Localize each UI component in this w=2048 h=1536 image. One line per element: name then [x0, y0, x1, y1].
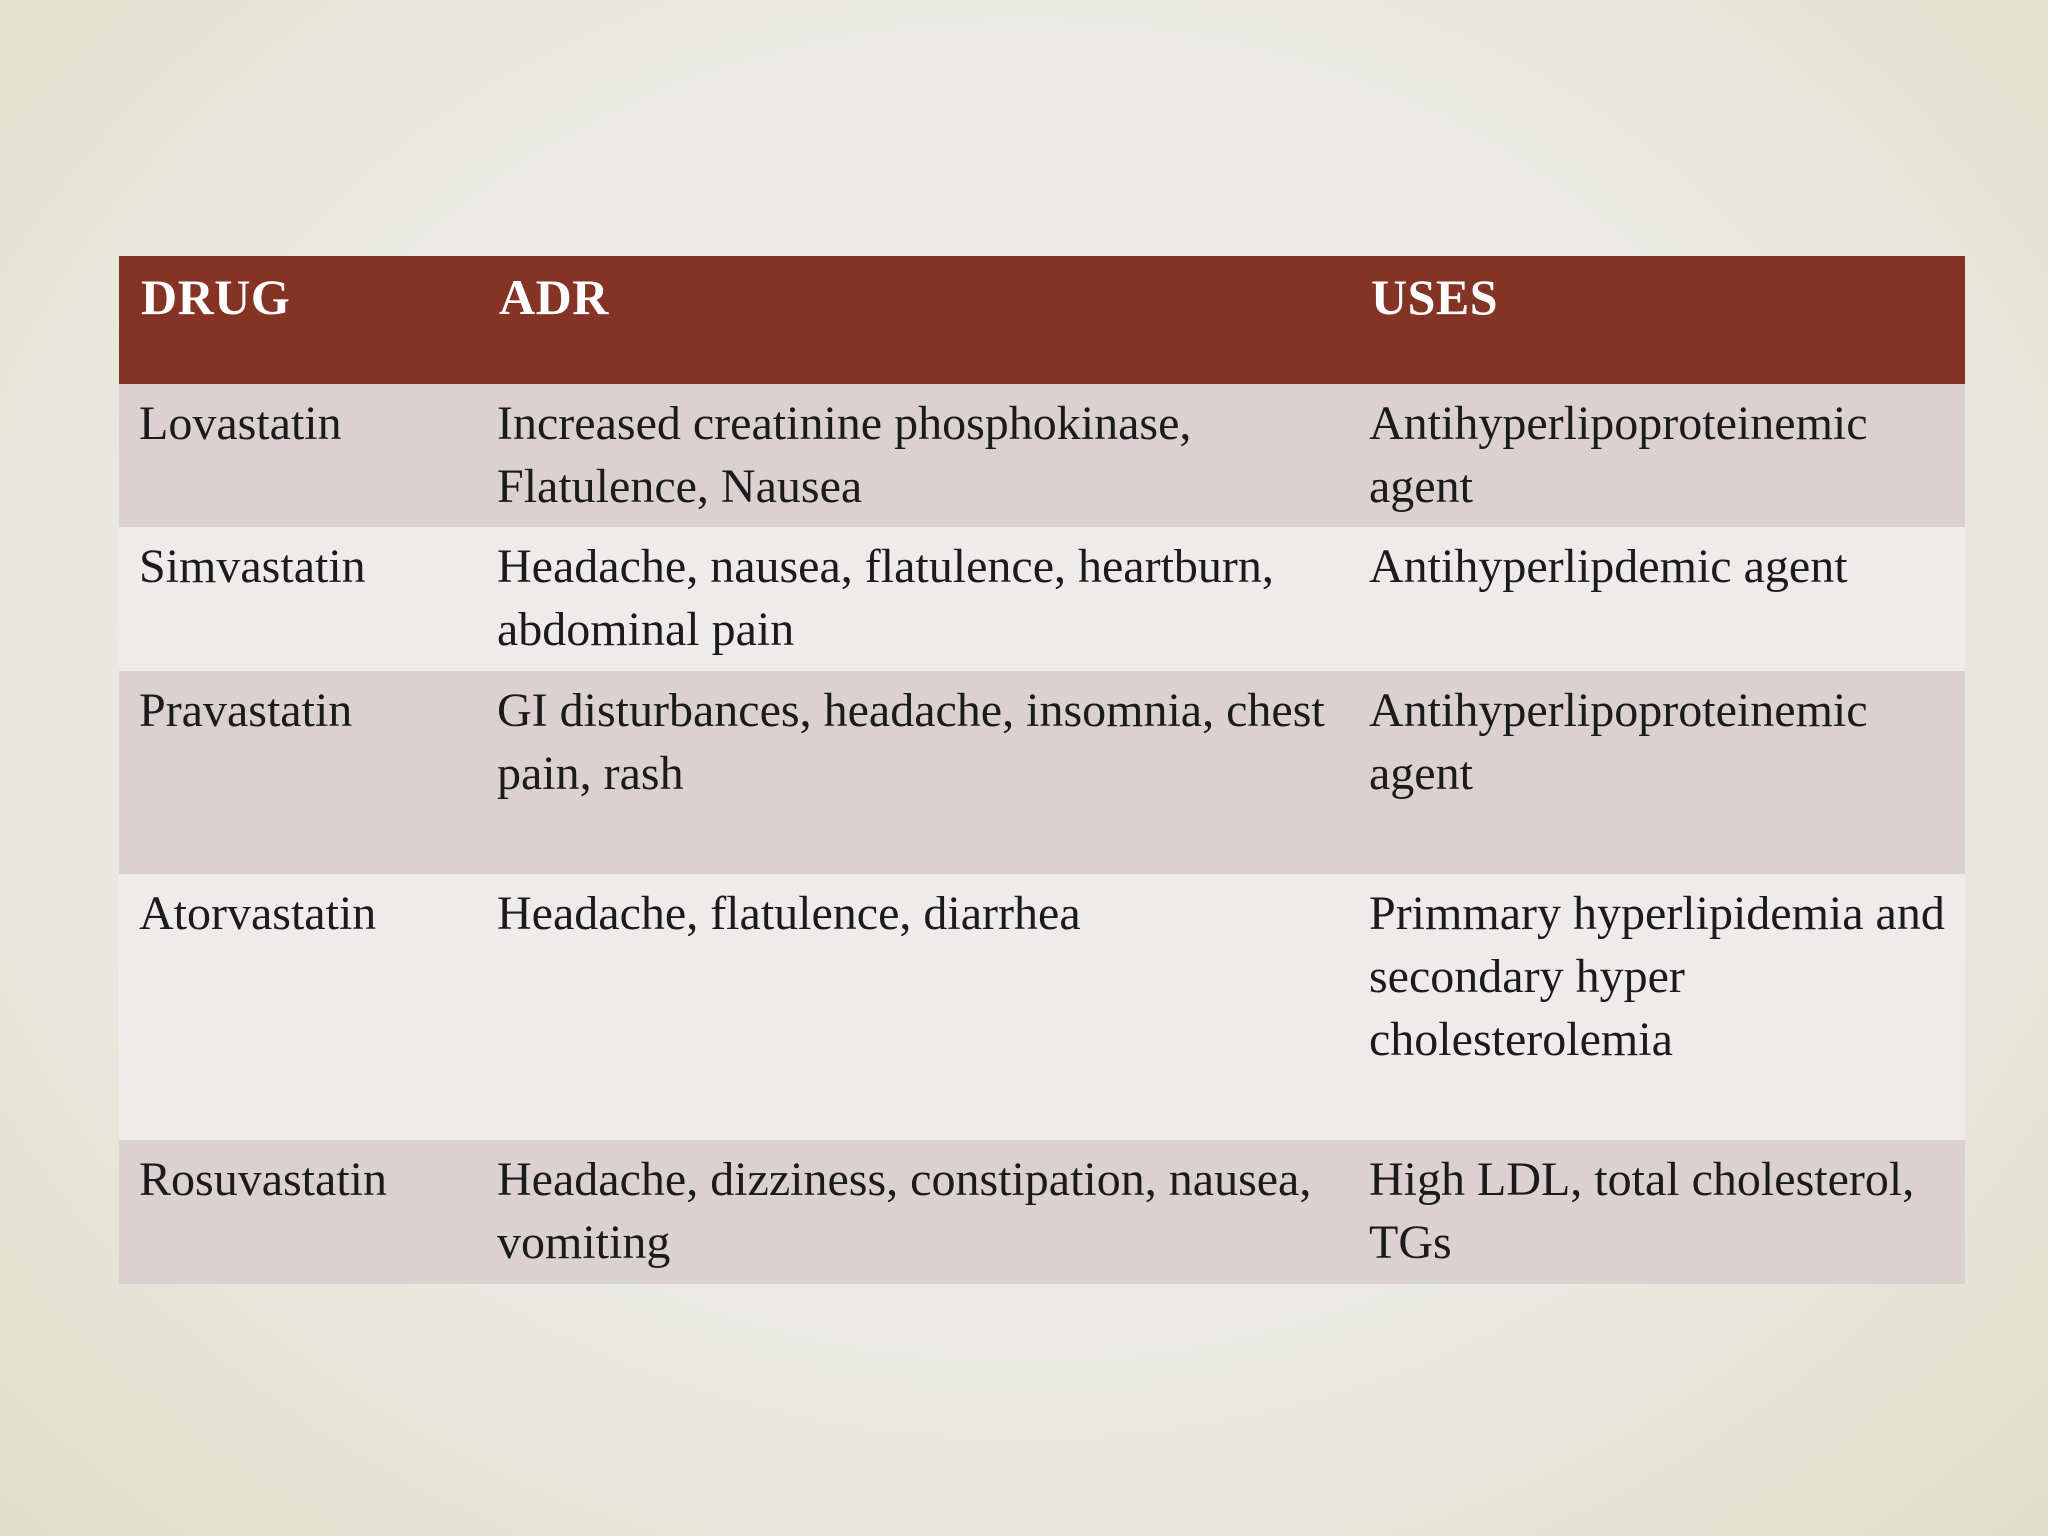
cell-adr: GI disturbances, headache, insomnia, chest pain, rash: [477, 671, 1349, 874]
table-row: [119, 874, 1965, 1140]
cell-adr: Headache, nausea, flatulence, heartburn, abdominal pain: [477, 527, 1349, 671]
header-drug: DRUG: [119, 256, 477, 384]
header-adr: ADR: [477, 256, 1349, 384]
table-header-row: [119, 256, 1965, 384]
cell-adr: Headache, flatulence, diarrhea: [477, 874, 1349, 1140]
table-row: [119, 384, 1965, 527]
cell-uses: Primmary hyperlipidemia and secondary hyper cholesterolemia: [1349, 874, 1965, 1140]
cell-drug: Lovastatin: [119, 384, 477, 527]
cell-uses: High LDL, total cholesterol, TGs: [1349, 1140, 1965, 1284]
cell-adr: Headache, dizziness, constipation, nausea, vomiting: [477, 1140, 1349, 1284]
cell-uses: Antihyperlipdemic agent: [1349, 527, 1965, 671]
cell-drug: Pravastatin: [119, 671, 477, 874]
cell-drug: Simvastatin: [119, 527, 477, 671]
cell-drug: Atorvastatin: [119, 874, 477, 1140]
drug-table: [119, 256, 1965, 1284]
cell-uses: Antihyperlipoproteinemic agent: [1349, 671, 1965, 874]
cell-adr: Increased creatinine phosphokinase, Flatulence, Nausea: [477, 384, 1349, 527]
table-row: [119, 671, 1965, 874]
cell-drug: Rosuvastatin: [119, 1140, 477, 1284]
cell-uses: Antihyperlipoproteinemic agent: [1349, 384, 1965, 527]
table-row: [119, 527, 1965, 671]
table-row: [119, 1140, 1965, 1284]
header-uses: USES: [1349, 256, 1965, 384]
